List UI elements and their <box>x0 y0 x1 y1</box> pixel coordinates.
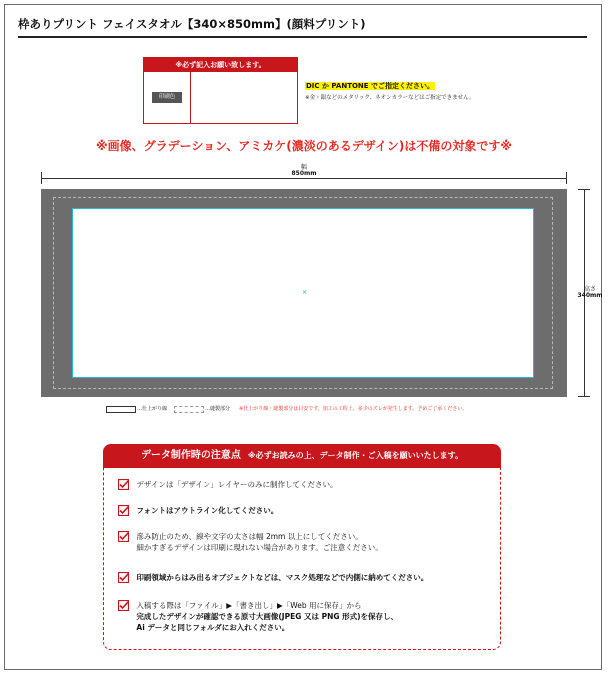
warning-banner: ※画像、グラデーション、アミカケ(濃淡のあるデザイン)は不備の対象です※ <box>95 139 513 153</box>
width-label: 幅 <box>300 164 307 171</box>
finish-line-swatch <box>106 406 136 413</box>
sewing-label: …縫製部分 <box>205 406 231 412</box>
checkbox-icon <box>118 572 129 583</box>
color-spec-subnote: ※金・銀などのメタリック、ネオンカラーなどはご指定できません。 <box>305 95 475 101</box>
width-value: 850mm <box>291 170 317 177</box>
checkbox-icon <box>118 479 129 490</box>
note-text: 印刷領域からはみ出るオブジェクトなどは、マスク処理などで内側に納めてください。 <box>136 573 429 582</box>
required-box-header: ※必ず記入お願い致します。 <box>144 58 297 72</box>
data-notes-title: データ制作時の注意点 <box>140 450 241 461</box>
checkbox-icon <box>118 600 129 611</box>
note-text: 滲み防止のため、線や文字の太さは幅 2mm 以上にしてください。 細かすぎるデザインは印刷に現れない場合があります。ご注意ください。 <box>136 532 383 552</box>
data-notes-header <box>103 444 501 468</box>
width-tick-right <box>566 172 567 184</box>
width-dimension-line <box>41 178 567 179</box>
legend-note: ※仕上がり線・縫製部分は目安です。加工の工程上、多少のズレが発生します。予めご了承ください。 <box>239 406 468 412</box>
finish-line-label: …仕上がり線 <box>137 406 168 412</box>
print-area[interactable] <box>72 208 534 378</box>
page-title: 枠ありプリント フェイスタオル【340×850mm】(顔料プリント) <box>18 17 366 31</box>
required-fill-box <box>143 57 298 124</box>
title-rule <box>18 36 587 38</box>
data-notes-subtitle: ※必ずお読みの上、データ制作・ご入稿を願いいたします。 <box>247 451 464 460</box>
width-tick-left <box>41 172 42 184</box>
color-spec-highlight: DIC か PANTONE でご指定ください。 <box>306 82 434 90</box>
note-item <box>118 600 398 633</box>
height-tick-top <box>578 189 590 190</box>
note-item <box>118 505 278 516</box>
checkbox-icon <box>118 505 129 516</box>
checkbox-icon <box>118 531 129 542</box>
sewing-swatch <box>174 406 204 413</box>
required-box-divider <box>190 72 191 123</box>
note-text: フォントはアウトライン化してください。 <box>136 506 279 515</box>
print-color-label: 印刷色 <box>152 92 182 103</box>
color-spec-note <box>305 81 435 91</box>
note-item <box>118 572 428 583</box>
note-item <box>118 479 337 490</box>
center-mark-icon: ✕ <box>302 289 308 296</box>
height-tick-bottom <box>578 396 590 397</box>
height-label: 高さ <box>583 286 596 293</box>
height-value: 340mm <box>577 292 603 299</box>
data-notes-panel <box>103 444 501 650</box>
note-text: 入稿する際は「ファイル」▶「書き出し」▶「Web 用に保存」から 完成したデザインが確認できる原寸大画像(JPEG 又は PNG 形式)を保存し、 Ai データと同じフォルダにお入れください。 <box>136 601 399 632</box>
towel-template <box>41 189 567 397</box>
note-item <box>118 531 383 553</box>
legend <box>0 405 608 415</box>
note-text: デザインは「デザイン」レイヤーのみに制作してください。 <box>136 480 338 489</box>
